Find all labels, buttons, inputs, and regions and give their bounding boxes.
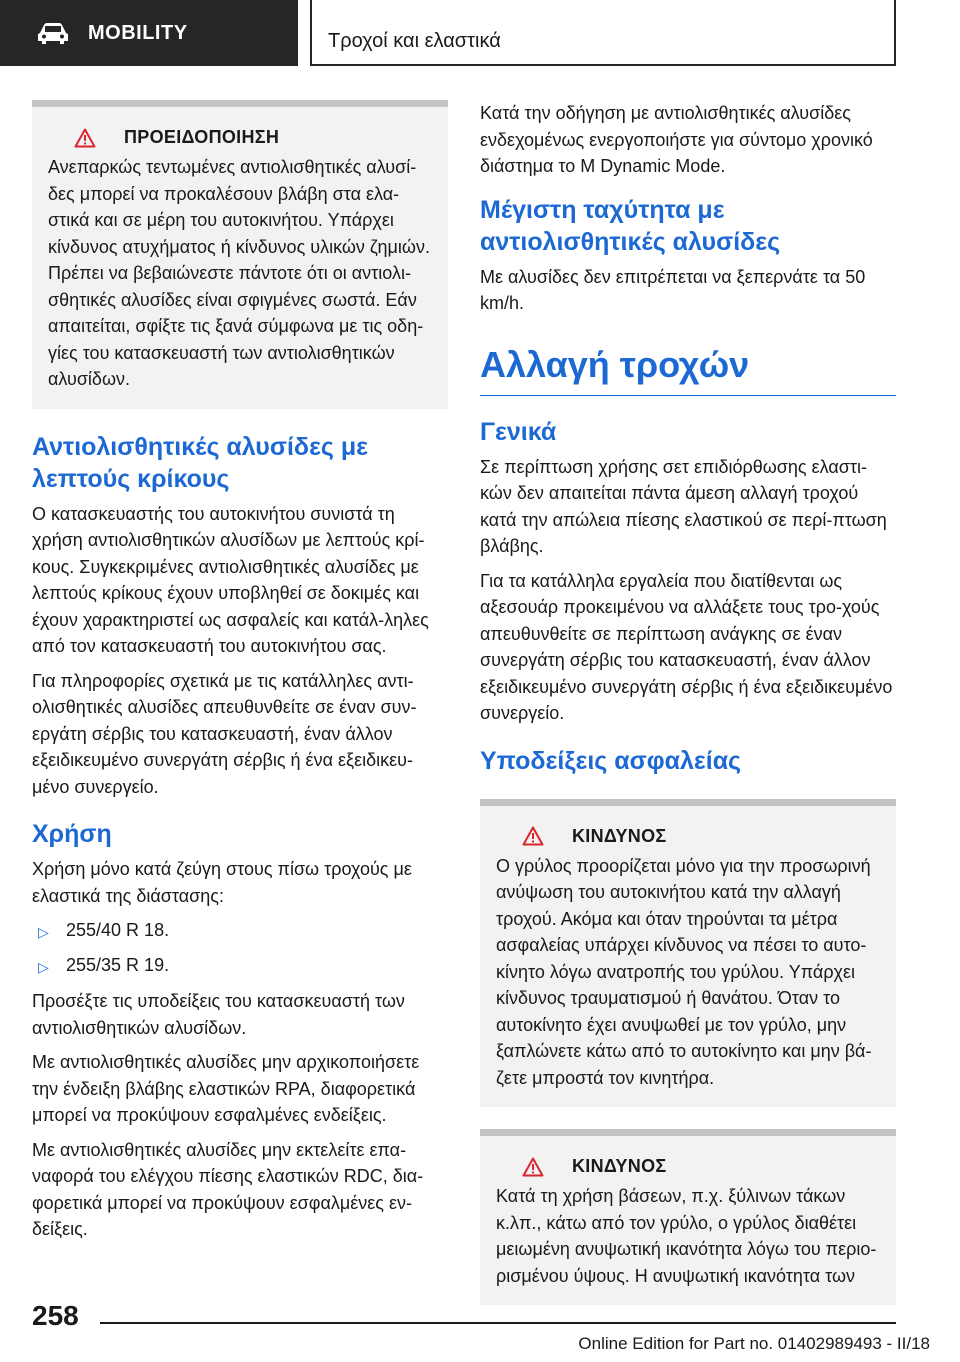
header-brand-block bbox=[0, 0, 298, 66]
list-item bbox=[32, 952, 448, 981]
warning-text: Ανεπαρκώς τεντωμένες αντιολισθητικές αλυσί-δες μπορεί να προκαλέσουν βλάβη στα ελα-στικά και σε μέρη του αυτοκινήτου. Υπάρχει κίνδυνος ατυχήματος ή κίνδυνος υλικών ζημιών. Πρέπει να βεβαιώνεστε πάντοτε ότι οι αντιολι-σθητικές αλυσίδες είναι σφιγμένες σωστά. Εάν απαιτείται, σφίξτε τις ξανά σύμφωνα με τις οδη-γίες του κατασκευαστή των αντιολισθητικών αλυσίδων. bbox=[48, 157, 430, 389]
paragraph: Με αντιολισθητικές αλυσίδες μην εκτελείτε επα-ναφορά του ελέγχου πίεσης ελαστικών RDC, δια-φορετικά μπορεί να προκύψουν εσφαλμένες εν-δείξεις. bbox=[32, 1139, 424, 1239]
paragraph: Χρήση μόνο κατά ζεύγη στους πίσω τροχούς με ελαστικά της διάστασης: bbox=[32, 859, 412, 906]
main-heading-wheel-change: Αλλαγή τροχών bbox=[480, 343, 896, 396]
danger-notice bbox=[480, 1129, 896, 1305]
header-brand: MOBILITY bbox=[88, 21, 188, 44]
paragraph: Κατά την οδήγηση με αντιολισθητικές αλυσίδες ενδεχομένως ενεργοποιήστε για σύντομο χρονικό διάστημα το M Dynamic Mode. bbox=[480, 103, 873, 176]
paragraph: Προσέξτε τις υποδείξεις του κατασκευαστή των αντιολισθητικών αλυσίδων. bbox=[32, 991, 405, 1038]
warning-triangle-icon bbox=[522, 826, 544, 846]
page-number: 258 bbox=[32, 1300, 79, 1331]
paragraph: Για τα κατάλληλα εργαλεία που διατίθενται ως αξεσουάρ προκειμένου να αλλάξετε τους τρο-χούς απευθυνθείτε σε περίπτωση ανάγκης σε έναν συνεργάτη σέρβις του κατασκευαστή, έναν άλλον εξειδικευμένο συνεργάτη σέρβις ή ένα εξειδικευμένο συνεργείο. bbox=[480, 570, 893, 723]
danger-text: Ο γρύλος προορίζεται μόνο για την προσωρινή ανύψωση του αυτοκινήτου κατά την αλλαγή τροχού. Ακόμα και όταν τηρούνται τα μέτρα ασφαλείας υπάρχει κίνδυνος να πέσει το αυτο-κίνητο λόγω ανατροπής του γρύλου. Υπάρχει κίνδυνος τραυματισμού ή θανάτου. Όταν το αυτοκίνητο έχει ανυψωθεί με τον γρύλο, μην ξαπλώνετε κάτω από το αυτοκίνητο και μην βά-ζετε μπροστά τον κινητήρα. bbox=[496, 855, 872, 1088]
section-heading-max-speed: Μέγιστη ταχύτητα με αντιολισθητικές αλυσίδες bbox=[480, 195, 781, 256]
warning-title: ΠΡΟΕΙΔΟΠΟΙΗΣΗ bbox=[124, 127, 280, 147]
warning-notice bbox=[32, 100, 448, 409]
footer-divider bbox=[100, 1322, 896, 1324]
warning-triangle-icon bbox=[522, 1157, 544, 1177]
danger-title: ΚΙΝΔΥΝΟΣ bbox=[572, 1156, 667, 1176]
page-header bbox=[0, 0, 960, 66]
edition-note: Online Edition for Part no. 01402989493 - II/18 bbox=[578, 1334, 930, 1353]
paragraph: Με αλυσίδες δεν επιτρέπεται να ξεπερνάτε τα 50 km/h. bbox=[480, 266, 866, 313]
triangle-bullet-icon: ▷ bbox=[38, 924, 49, 940]
paragraph: Για πληροφορίες σχετικά με τις κατάλληλες αντι-ολισθητικές αλυσίδες απευθυνθείτε σε έναν συν-εργάτη σέρβις του κατασκευαστή, έναν άλλον εξειδικευμένο συνεργάτη σέρβις ή ένα εξειδικευ-μένο συνεργείο. bbox=[32, 670, 417, 797]
paragraph: Σε περίπτωση χρήσης σετ επιδιόρθωσης ελαστι-κών δεν απαιτείται πάντα άμεση αλλαγή τροχού κατά την απώλεια πίεσης ελαστικού σε περί-πτωση βλάβης. bbox=[480, 456, 887, 556]
danger-notice bbox=[480, 799, 896, 1108]
header-section-block bbox=[310, 0, 896, 66]
danger-text: Κατά τη χρήση βάσεων, π.χ. ξύλινων τάκων κ.λπ., κάτω από τον γρύλο, ο γρύλος διαθέτει μειωμένη ανυψωτική ικανότητα λόγω του περιο-ρισμένου ύψους. Η ανυψωτική ικανότητα των bbox=[496, 1186, 877, 1286]
tire-size-list bbox=[32, 917, 448, 980]
list-item-text: 255/35 R 19. bbox=[66, 954, 170, 975]
section-heading-usage: Χρήση bbox=[32, 820, 112, 848]
left-column bbox=[32, 100, 448, 1251]
car-icon bbox=[36, 21, 70, 45]
triangle-bullet-icon: ▷ bbox=[38, 958, 49, 975]
warning-triangle-icon bbox=[74, 128, 96, 148]
danger-notice-head bbox=[496, 1156, 880, 1177]
paragraph: Με αντιολισθητικές αλυσίδες μην αρχικοποιήσετε την ένδειξη βλάβης ελαστικών RPA, διαφορετικά μπορεί να προκύψουν εσφαλμένες ενδείξεις. bbox=[32, 1052, 420, 1125]
page-footer bbox=[0, 1290, 960, 1362]
section-heading-thin-chains: Αντιολισθητικές αλυσίδες με λεπτούς κρίκους bbox=[32, 432, 369, 493]
right-column bbox=[480, 100, 896, 1315]
section-heading-general: Γενικά bbox=[480, 417, 557, 446]
section-title: Τροχοί και ελαστικά bbox=[328, 30, 501, 52]
paragraph: Ο κατασκευαστής του αυτοκινήτου συνιστά τη χρήση αντιολισθητικών αλυσίδων με λεπτούς κρί-κους. Συγκεκριμένες αντιολισθητικές αλυσίδες με λεπτούς κρίκους έχουν υποβληθεί σε δοκιμές και έχουν χαρακτηριστεί ως ασφαλείς και κατάλ-ληλες από τον κατασκευαστή του αυτοκινήτου σας. bbox=[32, 503, 429, 656]
danger-title: ΚΙΝΔΥΝΟΣ bbox=[572, 825, 667, 846]
section-heading-safety: Υποδείξεις ασφαλείας bbox=[480, 746, 742, 775]
list-item bbox=[32, 917, 448, 946]
danger-notice-head bbox=[496, 826, 880, 847]
warning-notice-head bbox=[48, 127, 432, 148]
list-item-text: 255/40 R 18. bbox=[66, 920, 170, 940]
